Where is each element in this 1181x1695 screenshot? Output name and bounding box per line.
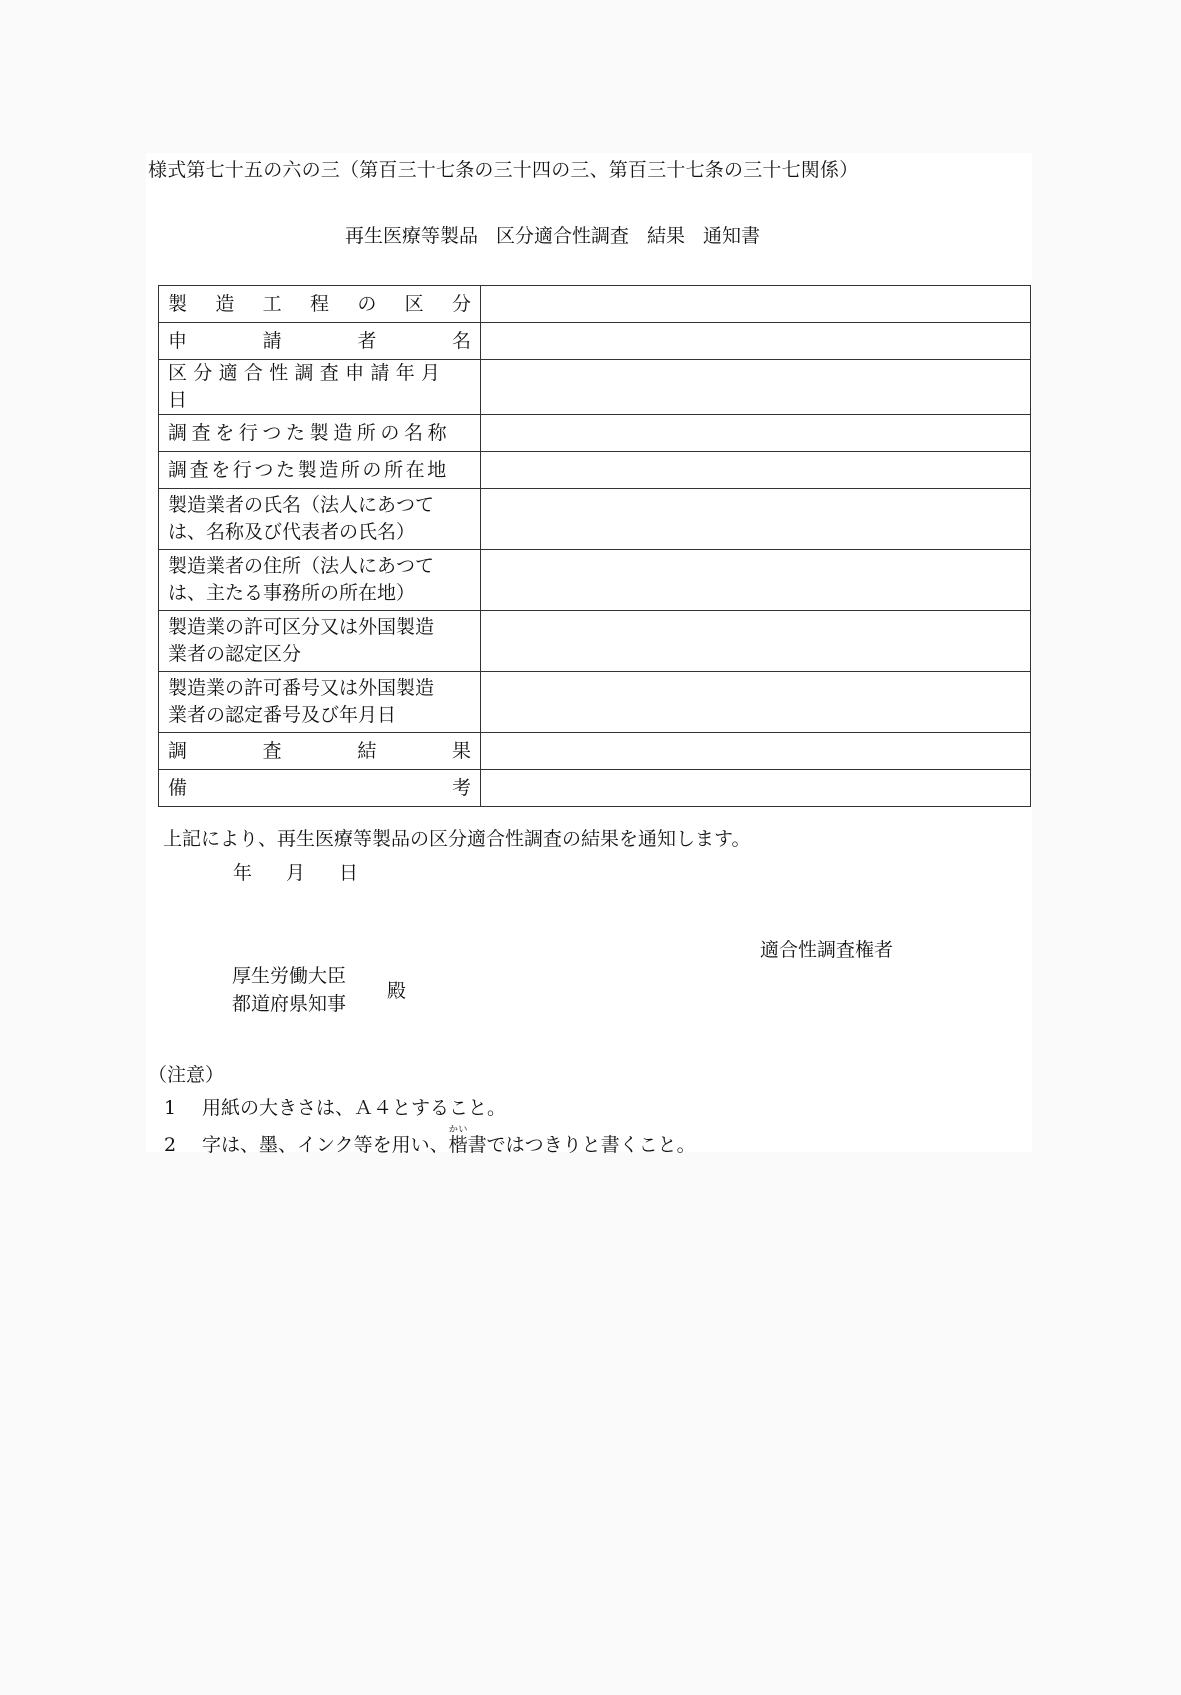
notification-statement: 上記により、再生医療等製品の区分適合性調査の結果を通知します。: [163, 828, 751, 850]
row-label-manufacturing-process-category: 製 造 工 程 の 区 分: [159, 286, 481, 323]
note-number: 2: [164, 1134, 177, 1156]
row-value-field[interactable]: [481, 550, 1031, 611]
row-label-applicant-name: 申 請 者 名: [159, 323, 481, 360]
row-label-remarks: 備 考: [159, 770, 481, 807]
date-year: 年: [233, 862, 253, 884]
notification-form-table: [158, 285, 1031, 807]
title-part: 区分適合性調査: [496, 225, 630, 247]
issuer-title: 適合性調査権者: [760, 939, 894, 961]
row-value-field[interactable]: [481, 733, 1031, 770]
row-value-field[interactable]: [481, 770, 1031, 807]
table-row: [159, 611, 1031, 672]
table-row: [159, 672, 1031, 733]
row-label-license-category: 製造業の許可区分又は外国製造 業者の認定区分: [159, 611, 481, 672]
row-label-facility-address: 調査を行つた製造所の所在地: [159, 452, 481, 489]
row-value-field[interactable]: [481, 415, 1031, 452]
title-part: 通知書: [703, 225, 761, 247]
table-row: [159, 733, 1031, 770]
note-text: 用紙の大きさは、Ａ４とすること。: [202, 1097, 507, 1119]
table-row: [159, 550, 1031, 611]
note-item: [164, 1125, 696, 1157]
ruby-kaisho: 楷かい: [448, 1125, 468, 1156]
table-row: [159, 360, 1031, 415]
addressee-governor: 都道府県知事: [232, 993, 347, 1015]
table-row: [159, 489, 1031, 550]
addressee-minister: 厚生労働大臣: [232, 965, 347, 987]
table-row: [159, 415, 1031, 452]
note-text-before: 字は、墨、インク等を用い、: [202, 1134, 449, 1156]
title-part: 再生医療等製品: [345, 225, 479, 247]
form-id: 様式第七十五の六の三（第百三十七条の三十四の三、第百三十七条の三十七関係）: [148, 159, 859, 181]
date-month: 月: [286, 862, 306, 884]
title-part: 結果: [647, 225, 686, 247]
row-label-manufacturer-address: 製造業者の住所（法人にあつて は、主たる事務所の所在地）: [159, 550, 481, 611]
document-title: [345, 221, 778, 248]
row-value-field[interactable]: [481, 286, 1031, 323]
note-item: [164, 1093, 506, 1120]
table-row: [159, 286, 1031, 323]
note-number: 1: [164, 1097, 177, 1119]
table-row: [159, 770, 1031, 807]
date-day: 日: [339, 862, 359, 884]
notes-heading: （注意）: [148, 1064, 225, 1086]
table-row: [159, 452, 1031, 489]
row-value-field[interactable]: [481, 360, 1031, 415]
honorific: 殿: [387, 980, 407, 1002]
row-value-field[interactable]: [481, 489, 1031, 550]
row-value-field[interactable]: [481, 323, 1031, 360]
addressee-block: [232, 962, 346, 1018]
row-value-field[interactable]: [481, 672, 1031, 733]
document-sheet: [146, 153, 1032, 1156]
row-label-application-date: 区分適合性調査申請年月日: [159, 360, 481, 415]
row-value-field[interactable]: [481, 452, 1031, 489]
row-label-facility-name: 調査を行つた製造所の名称: [159, 415, 481, 452]
date-line: [233, 858, 392, 885]
row-value-field[interactable]: [481, 611, 1031, 672]
table-row: [159, 323, 1031, 360]
row-label-manufacturer-name: 製造業者の氏名（法人にあつて は、名称及び代表者の氏名）: [159, 489, 481, 550]
row-label-license-number-date: 製造業の許可番号又は外国製造 業者の認定番号及び年月日: [159, 672, 481, 733]
row-label-inspection-result: 調 査 結 果: [159, 733, 481, 770]
note-text-after: 書ではつきりと書くこと。: [467, 1134, 696, 1156]
